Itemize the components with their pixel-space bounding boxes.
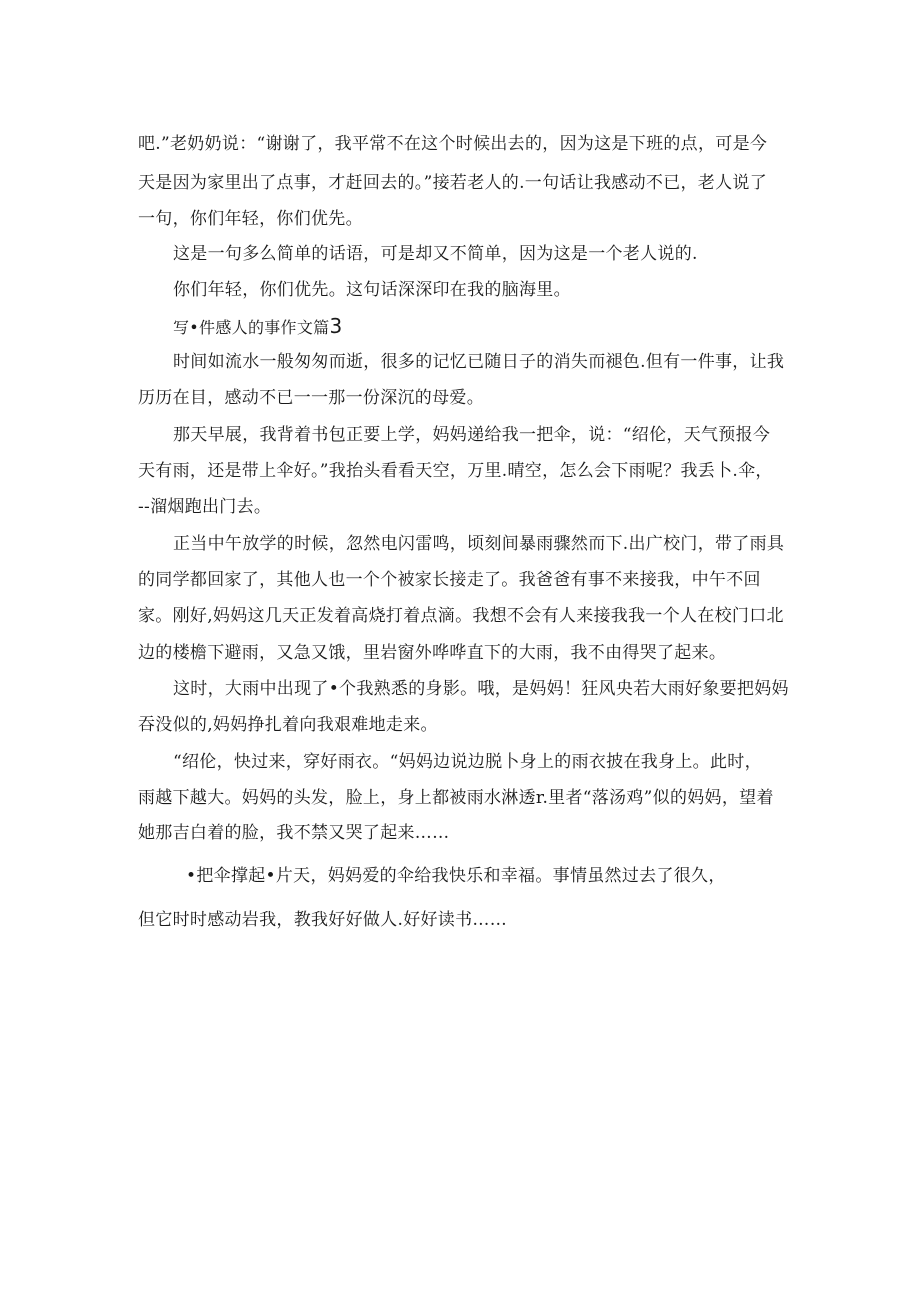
text-line: 家。刚好,妈妈这几天正发着高烧打着点滴。我想不会有人来接我我一个人在校门口北: [138, 606, 784, 626]
text-line: 历历在目，感动不已一一那一份深沉的母爱。: [138, 388, 484, 408]
text-line: “绍伦，快过来，穿好雨衣。“妈妈边说边脱卜身上的雨衣披在我身上。此时，: [173, 752, 762, 772]
text-line: 这是一句多么简单的话语，可是却又不简单，因为这是一个老人说的.: [173, 244, 698, 264]
text-line: 天是因为家里出了点事，才赶回去的。”接若老人的.一句话让我感动不已，老人说了: [138, 173, 767, 193]
text-line: --溜烟跑出门去。: [138, 497, 272, 517]
text-line: 那天早展，我背着书包正要上学，妈妈递给我一把伞，说：“绍伦，天气预报今: [173, 425, 771, 445]
text-line: 雨越下越大。妈妈的头发，脸上，身上都被雨水淋透r.里者“落汤鸡”似的妈妈，望着: [138, 788, 774, 808]
text-line: 你们年轻，你们优先。这句话深深印在我的脑海里。: [173, 280, 571, 300]
heading-text: 写•件感人的事作文篇: [173, 318, 330, 337]
text-line: 吧.”老奶奶说：“谢谢了，我平常不在这个时候出去的，因为这是下班的点，可是今: [138, 134, 768, 154]
text-line: 正当中午放学的时候，忽然电闪雷鸣，顷刻间暴雨骤然而下.出广校门，带了雨具: [173, 534, 785, 554]
section-heading: [173, 316, 342, 338]
text-line: 的同学都回家了，其他人也一个个被家长接走了。我爸爸有事不来接我，中午不回: [138, 570, 761, 590]
text-line: •把伞撑起•片天，妈妈爱的伞给我快乐和幸福。事情虽然过去了很久，: [186, 866, 726, 886]
text-line: 边的楼檐下避雨，又急又饿，里岩窗外哗哗直下的大雨，我不由得哭了起来。: [138, 643, 727, 663]
text-line: 吞没似的,妈妈挣扎着向我艰难地走来。: [138, 715, 438, 735]
text-line: 她那吉白着的脸，我不禁又哭了起来……: [138, 823, 450, 843]
text-line: 天有雨，还是带上伞好。”我抬头看看天空，万里.晴空，怎么会下雨呢？我丢卜.伞，: [138, 461, 773, 481]
text-line: 时间如流水一般匆匆而逝，很多的记忆已随日子的消失而褪色.但有一件事，让我: [173, 352, 785, 372]
text-line: 但它时时感动岩我，教我好好做人.好好读书……: [138, 910, 508, 930]
heading-number: 3: [329, 314, 343, 338]
text-line: 这时，大雨中出现了•个我熟悉的身影。哦，是妈妈！狂风央若大雨好象要把妈妈: [173, 679, 789, 699]
text-line: 一句，你们年轻，你们优先。: [138, 209, 363, 229]
